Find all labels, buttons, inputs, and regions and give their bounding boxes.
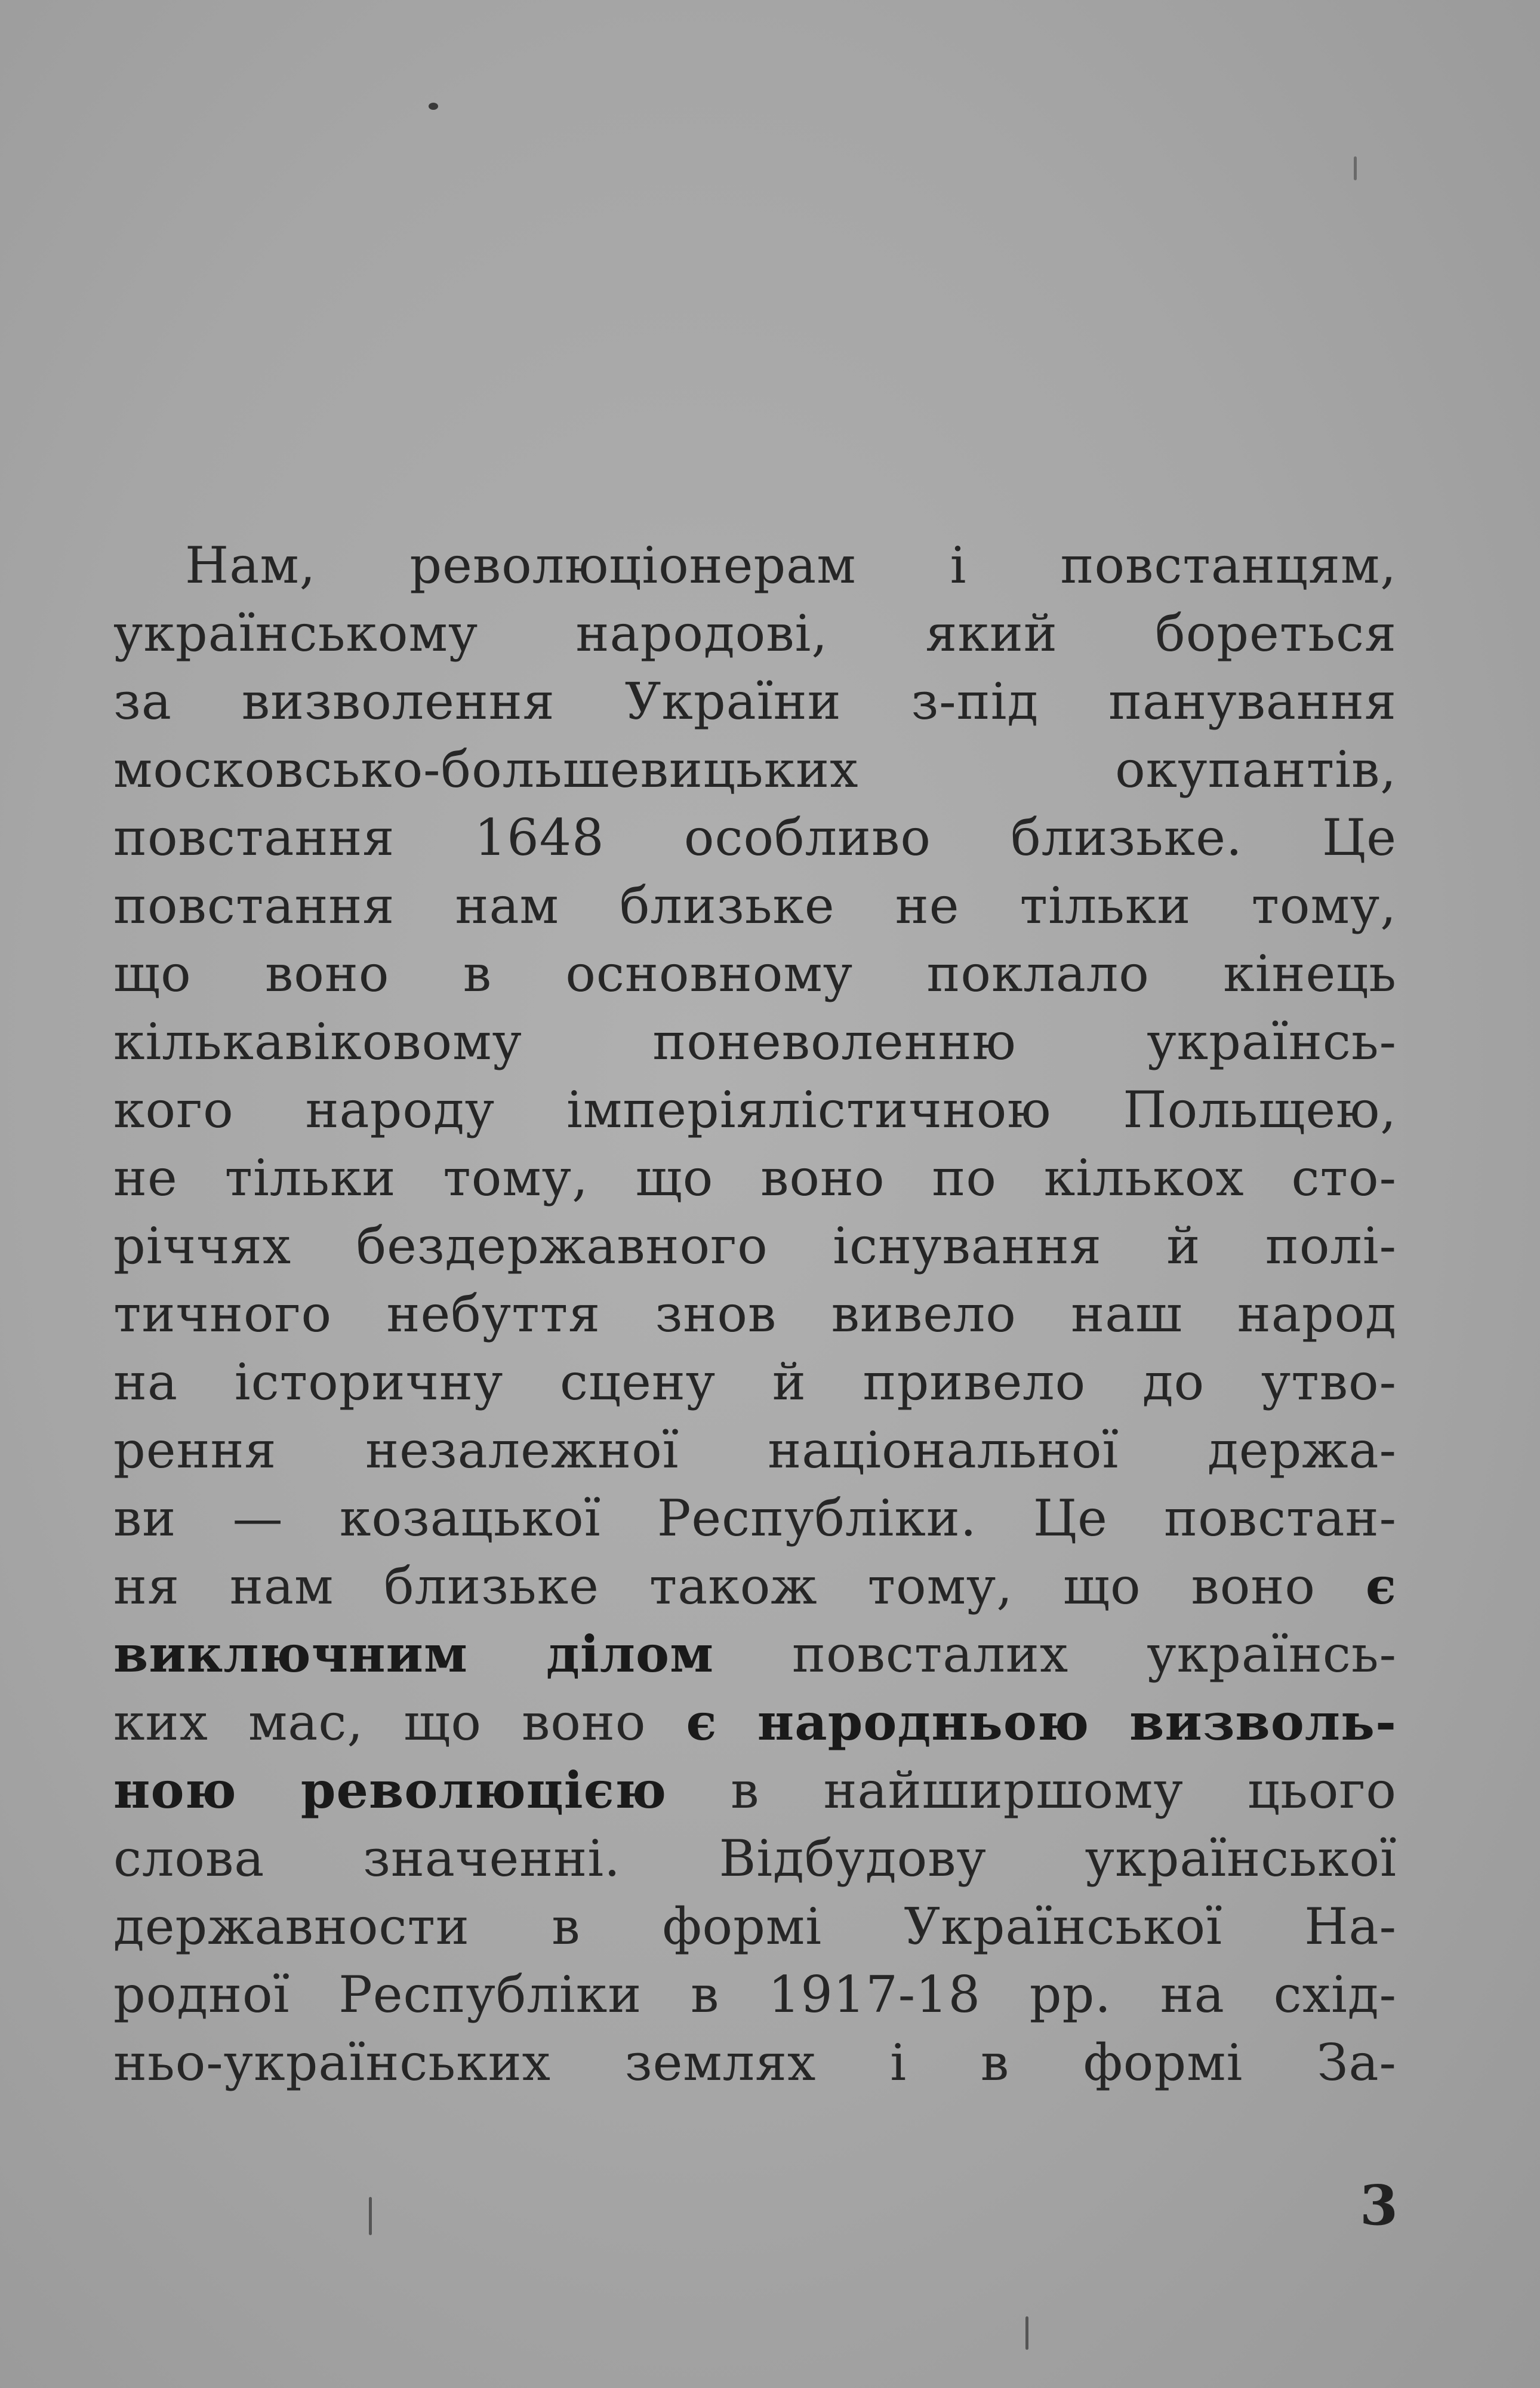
word: 1917-18 xyxy=(768,1965,981,2024)
word: визволення xyxy=(241,672,555,731)
word: сцену xyxy=(560,1353,716,1411)
word: схід- xyxy=(1273,1965,1397,2024)
word: що xyxy=(113,944,192,1003)
word: На- xyxy=(1304,1897,1397,1956)
word: Української xyxy=(904,1897,1222,1956)
word: воно xyxy=(264,944,390,1003)
word: тільки xyxy=(1020,876,1191,935)
text-line xyxy=(113,1076,1397,1144)
text-line xyxy=(113,736,1397,804)
word: ньо-українських xyxy=(113,2033,551,2092)
word: до xyxy=(1142,1353,1205,1411)
word: тичного xyxy=(113,1285,332,1343)
text-line xyxy=(113,1824,1397,1892)
word: найширшому xyxy=(823,1761,1184,1820)
word: тому, xyxy=(443,1149,589,1207)
word: в xyxy=(552,1897,581,1956)
word: що xyxy=(404,1693,482,1752)
text-line xyxy=(113,804,1397,872)
text-line xyxy=(113,1620,1397,1688)
word: — xyxy=(232,1489,284,1547)
word: знов xyxy=(655,1285,777,1343)
word: національної xyxy=(768,1421,1119,1479)
text-line xyxy=(113,1348,1397,1416)
bold-word: є xyxy=(686,1692,717,1752)
page-number: 3 xyxy=(1360,2173,1399,2238)
word: який xyxy=(925,604,1058,663)
word: українсь- xyxy=(1147,1625,1397,1684)
word: української xyxy=(1085,1829,1397,1888)
word: близьке xyxy=(384,1557,599,1615)
word: кого xyxy=(113,1081,234,1139)
text-line xyxy=(113,1008,1397,1076)
word: нам xyxy=(229,1557,334,1615)
word: За- xyxy=(1317,2033,1397,2092)
word: з-під xyxy=(911,672,1039,731)
word: основному xyxy=(565,944,854,1003)
word: ня xyxy=(113,1557,180,1615)
text-line xyxy=(113,872,1397,940)
word: значенні. xyxy=(363,1829,621,1888)
word: не xyxy=(113,1149,178,1207)
word: панування xyxy=(1108,672,1397,731)
word: на xyxy=(1160,1965,1225,2024)
word: мас, xyxy=(248,1693,364,1752)
word: кінець xyxy=(1223,944,1397,1003)
text-line xyxy=(113,940,1397,1008)
bold-word: ділом xyxy=(546,1624,714,1684)
word: особливо xyxy=(683,808,931,867)
text-line xyxy=(113,1280,1397,1348)
word: формі xyxy=(662,1897,823,1956)
word: бездержавного xyxy=(356,1217,768,1275)
word: повстан- xyxy=(1164,1489,1397,1547)
word: є xyxy=(1365,1556,1397,1615)
word: воно xyxy=(521,1693,646,1752)
word: нам xyxy=(455,876,559,935)
word: українсь- xyxy=(1147,1013,1397,1071)
word: московсько-большевицьких xyxy=(113,740,859,799)
word: рення xyxy=(113,1421,277,1479)
bold-word: ною xyxy=(113,1761,237,1820)
word: кількох xyxy=(1043,1149,1245,1207)
word: і xyxy=(890,2033,907,2092)
word: близьке xyxy=(619,876,835,935)
ink-speck xyxy=(429,103,438,110)
ink-speck xyxy=(1025,2316,1028,2350)
word: рр. xyxy=(1029,1965,1112,2024)
word: Республіки xyxy=(338,1965,642,2024)
word: Це xyxy=(1033,1489,1108,1547)
word: ви xyxy=(113,1489,177,1547)
word: тому, xyxy=(867,1557,1014,1615)
word: державности xyxy=(113,1897,470,1956)
word: річчях xyxy=(113,1217,292,1275)
word: не xyxy=(895,876,960,935)
word: історичну xyxy=(234,1353,504,1411)
word: і xyxy=(950,536,967,595)
word: землях xyxy=(624,2033,817,2092)
word: в xyxy=(690,1965,720,2024)
ink-speck xyxy=(1354,156,1357,180)
word: в xyxy=(980,2033,1010,2092)
word: воно xyxy=(760,1149,885,1207)
word: ких xyxy=(113,1693,208,1752)
word: по xyxy=(932,1149,997,1207)
word: держа- xyxy=(1208,1421,1397,1479)
word: повсталих xyxy=(792,1625,1069,1684)
word: воно xyxy=(1191,1557,1316,1615)
word: України xyxy=(624,672,842,731)
text-line xyxy=(113,1144,1397,1212)
word: повстанцям, xyxy=(1060,536,1397,595)
word: цього xyxy=(1248,1761,1397,1820)
word: революціонерам xyxy=(409,536,857,595)
text-line xyxy=(113,667,1397,736)
word: імперіялістичною xyxy=(566,1081,1052,1139)
body-paragraph xyxy=(113,531,1397,2097)
word: існування xyxy=(833,1217,1102,1275)
word: привело xyxy=(863,1353,1086,1411)
word: тільки xyxy=(224,1149,396,1207)
bold-word: виключним xyxy=(113,1624,468,1684)
word: родної xyxy=(113,1965,290,2024)
word: небуття xyxy=(386,1285,601,1343)
text-line xyxy=(113,1892,1397,1961)
bold-word: революцією xyxy=(300,1761,667,1820)
word: на xyxy=(113,1353,178,1411)
word: бореться xyxy=(1155,604,1397,663)
word: Польщею, xyxy=(1123,1081,1397,1139)
word: Відбудову xyxy=(719,1829,987,1888)
bold-word: народньою xyxy=(757,1692,1090,1752)
word: поневоленню xyxy=(652,1013,1017,1071)
word: близьке. xyxy=(1011,808,1243,867)
word: вивело xyxy=(831,1285,1017,1343)
ink-speck xyxy=(369,2197,372,2235)
word: в xyxy=(463,944,492,1003)
bold-word: визволь- xyxy=(1129,1692,1397,1752)
word: 1648 xyxy=(474,808,605,867)
word: наш xyxy=(1071,1285,1183,1343)
word: кількавіковому xyxy=(113,1013,522,1071)
word: козацької xyxy=(339,1489,601,1547)
text-line xyxy=(113,1484,1397,1552)
text-line xyxy=(113,1756,1397,1824)
word: сто- xyxy=(1291,1149,1397,1207)
word: окупантів, xyxy=(1115,740,1397,799)
word: також xyxy=(649,1557,818,1615)
text-line xyxy=(113,1552,1397,1620)
text-line xyxy=(113,599,1397,667)
word: народові, xyxy=(575,604,828,663)
word: народу xyxy=(305,1081,495,1139)
text-line xyxy=(113,1212,1397,1280)
word: й xyxy=(1166,1217,1201,1275)
word: незалежної xyxy=(365,1421,679,1479)
word: українському xyxy=(113,604,479,663)
word: Це xyxy=(1322,808,1397,867)
word: що xyxy=(635,1149,714,1207)
word: повстання xyxy=(113,808,395,867)
word: полі- xyxy=(1265,1217,1397,1275)
word: поклало xyxy=(926,944,1150,1003)
text-line xyxy=(113,2029,1397,2097)
word: Нам, xyxy=(185,536,316,595)
word: в xyxy=(731,1761,760,1820)
word: повстання xyxy=(113,876,395,935)
word: тому, xyxy=(1251,876,1397,935)
text-line xyxy=(113,1688,1397,1756)
text-line xyxy=(113,1961,1397,2029)
word: й xyxy=(772,1353,806,1411)
word: утво- xyxy=(1261,1353,1397,1411)
text-line xyxy=(113,1416,1397,1484)
word: формі xyxy=(1083,2033,1243,2092)
word: Республіки. xyxy=(657,1489,977,1547)
word: за xyxy=(113,672,172,731)
word: що xyxy=(1062,1557,1141,1615)
word: слова xyxy=(113,1829,265,1888)
text-line xyxy=(113,531,1397,599)
word: народ xyxy=(1237,1285,1397,1343)
